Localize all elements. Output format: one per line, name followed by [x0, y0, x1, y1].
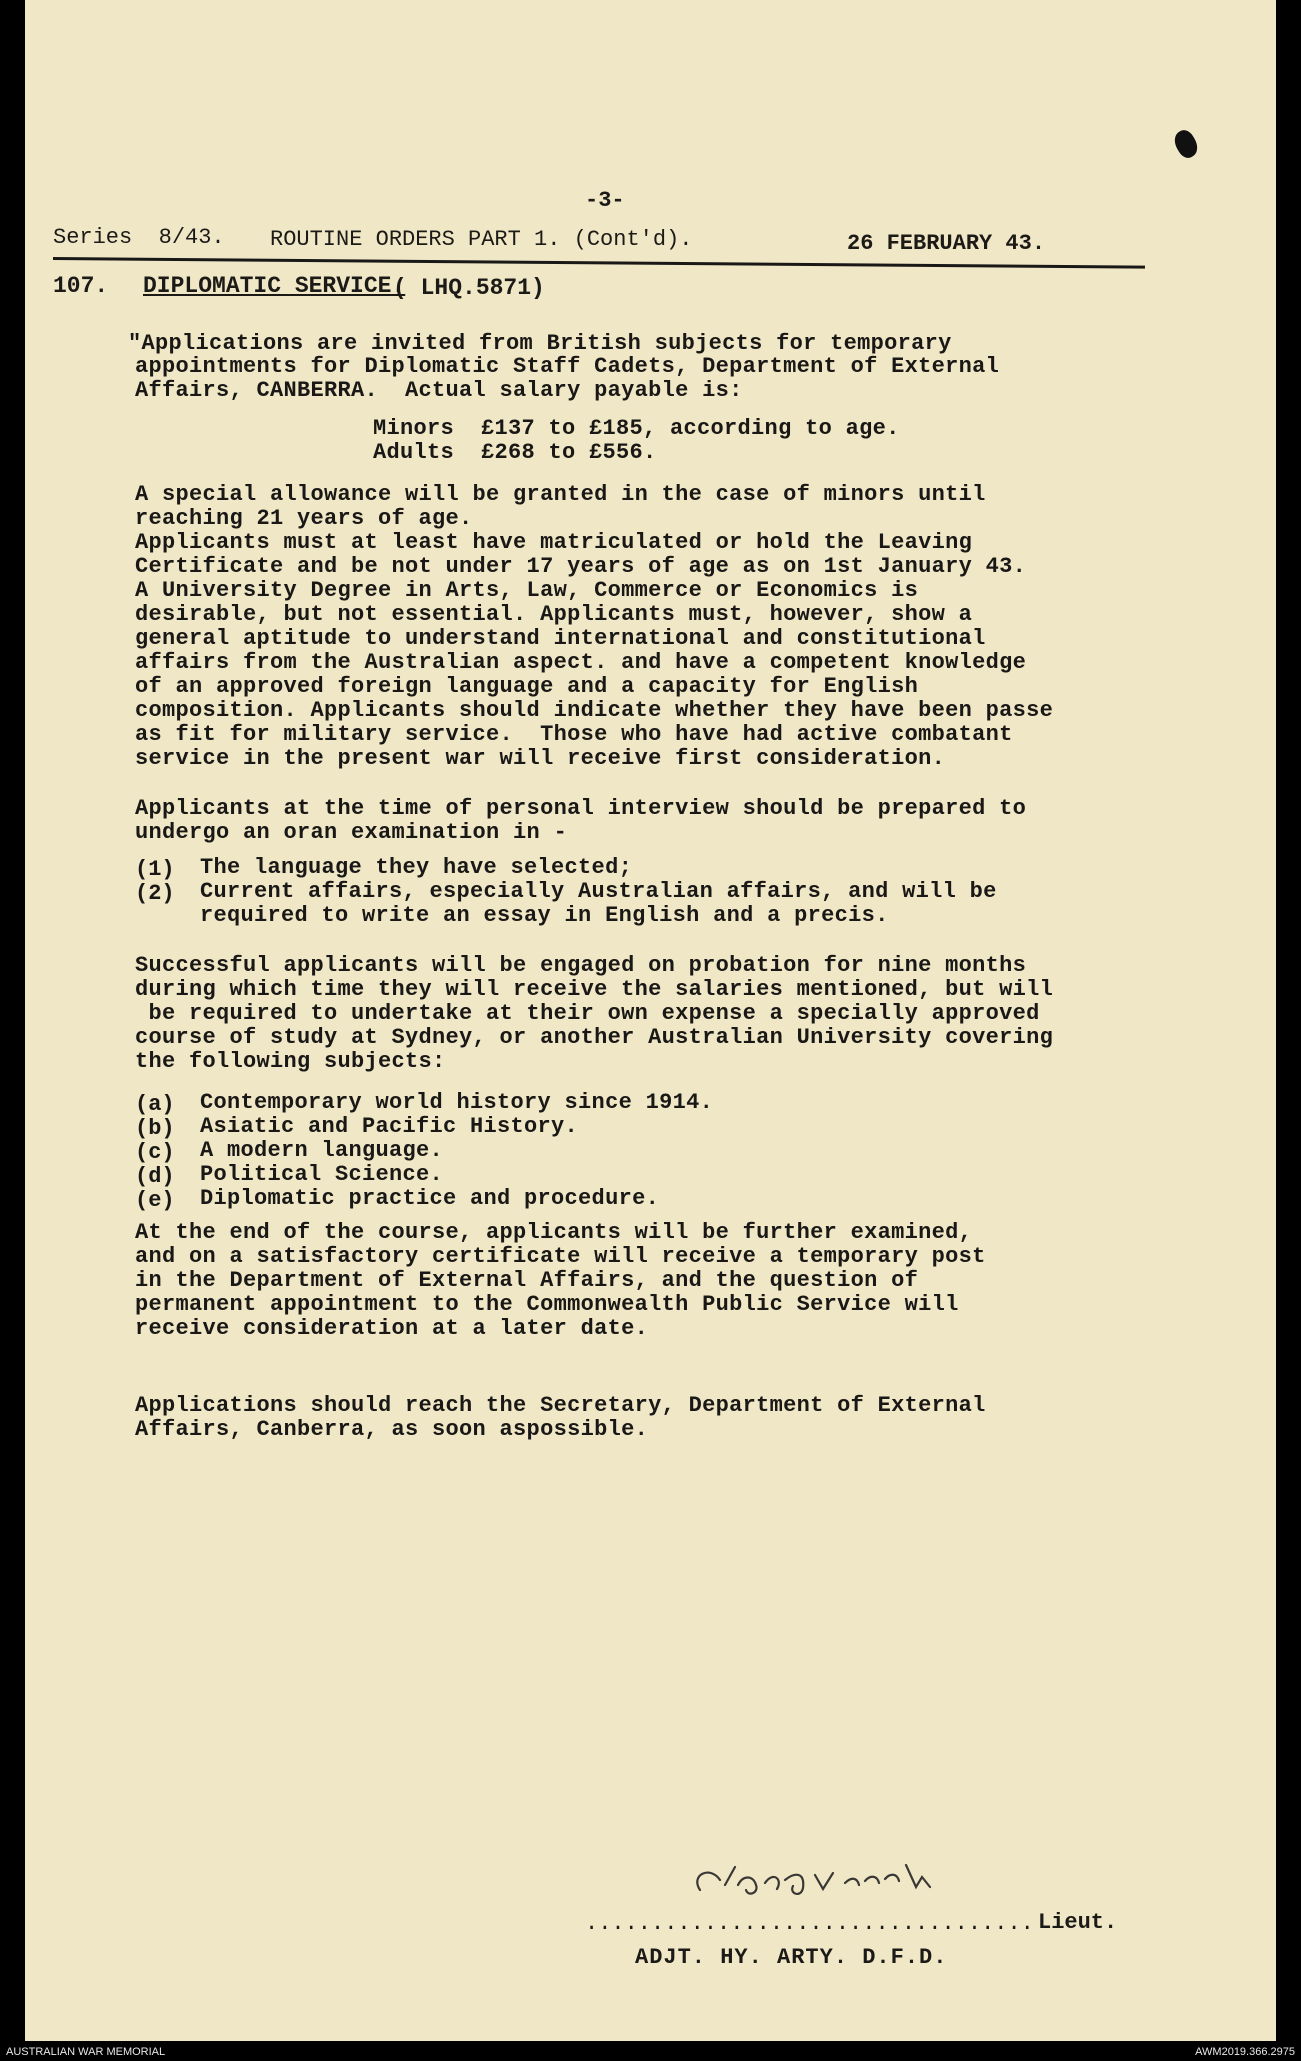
page-number: -3-: [585, 188, 625, 213]
body-line: Successful applicants will be engaged on probation for nine months: [135, 953, 1027, 978]
footer-institution: AUSTRALIAN WAR MEMORIAL: [6, 2046, 166, 2058]
list-marker: (c): [135, 1140, 175, 1165]
item-heading: DIPLOMATIC SERVICE.: [143, 273, 406, 299]
signatory-rank: Lieut.: [1038, 1910, 1118, 1935]
list-marker: (d): [135, 1164, 175, 1189]
handwritten-signature: [680, 1845, 980, 1915]
body-line: Applicants at the time of personal interview should be prepared to: [135, 796, 1027, 821]
body-line: of an approved foreign language and a capacity for English: [135, 674, 919, 699]
body-line: Applicants must at least have matriculated or hold the Leaving: [135, 530, 973, 555]
header-rule: [53, 257, 1145, 269]
body-line: the following subjects:: [135, 1049, 446, 1074]
body-line: Certificate and be not under 17 years of age as on 1st January 43.: [135, 554, 1027, 579]
item-reference: ( LHQ.5871): [393, 275, 545, 301]
body-line: desirable, but not essential. Applicants must, however, show a: [135, 602, 973, 627]
body-line: Affairs, Canberra, as soon aspossible.: [135, 1417, 649, 1442]
body-line: as fit for military service. Those who have had active combatant: [135, 722, 1013, 747]
body-line: service in the present war will receive first consideration.: [135, 746, 946, 771]
body-line: "Applications are invited from British subjects for temporary: [128, 331, 952, 356]
body-line: reaching 21 years of age.: [135, 506, 473, 531]
order-date: 26 FEBRUARY 43.: [847, 231, 1046, 256]
body-line: affairs from the Australian aspect. and have a competent knowledge: [135, 650, 1027, 675]
body-line: A University Degree in Arts, Law, Commerce or Economics is: [135, 578, 919, 603]
document-page: [25, 0, 1276, 2041]
signature-line: ..................................: [585, 1911, 1034, 1936]
list-marker: (2): [135, 881, 175, 906]
subject-item: Political Science.: [200, 1162, 444, 1187]
list-marker: (b): [135, 1116, 175, 1141]
salary-line: Adults £268 to £556.: [373, 440, 657, 465]
salary-line: Minors £137 to £185, according to age.: [373, 416, 900, 441]
body-line: Applications should reach the Secretary, Department of External: [135, 1393, 986, 1418]
body-line: general aptitude to understand international and constitutional: [135, 626, 986, 651]
body-line: be required to undertake at their own expense a specially approved: [135, 1001, 1040, 1026]
list-marker: (e): [135, 1188, 175, 1213]
list-item: Current affairs, especially Australian affairs, and will be: [200, 879, 997, 904]
list-item: required to write an essay in English and a precis.: [200, 903, 889, 928]
body-line: receive consideration at a later date.: [135, 1316, 649, 1341]
body-line: A special allowance will be granted in the case of minors until: [135, 482, 986, 507]
body-line: appointments for Diplomatic Staff Cadets, Department of External: [135, 354, 1000, 379]
list-marker: (1): [135, 857, 175, 882]
body-line: composition. Applicants should indicate whether they have been passe: [135, 698, 1054, 723]
subject-item: Diplomatic practice and procedure.: [200, 1186, 660, 1211]
series-number: Series 8/43.: [53, 225, 225, 250]
body-line: undergo an oran examination in -: [135, 820, 568, 845]
body-line: during which time they will receive the salaries mentioned, but will: [135, 977, 1054, 1002]
list-marker: (a): [135, 1092, 175, 1117]
body-line: At the end of the course, applicants will be further examined,: [135, 1220, 973, 1245]
subject-item: Asiatic and Pacific History.: [200, 1114, 579, 1139]
body-line: in the Department of External Affairs, and the question of: [135, 1268, 919, 1293]
subject-item: Contemporary world history since 1914.: [200, 1090, 714, 1115]
body-line: permanent appointment to the Commonwealth Public Service will: [135, 1292, 959, 1317]
body-line: and on a satisfactory certificate will receive a temporary post: [135, 1244, 986, 1269]
signatory-title: ADJT. HY. ARTY. D.F.D.: [635, 1945, 948, 1970]
body-line: Affairs, CANBERRA. Actual salary payable is:: [135, 378, 743, 403]
routine-orders-title: ROUTINE ORDERS PART 1. (Cont'd).: [270, 227, 693, 252]
body-line: course of study at Sydney, or another Australian University covering: [135, 1025, 1054, 1050]
subject-item: A modern language.: [200, 1138, 444, 1163]
item-number: 107.: [53, 273, 109, 299]
list-item: The language they have selected;: [200, 855, 633, 880]
ink-spot: [1170, 127, 1201, 161]
footer-accession-number: AWM2019.366.2975: [1195, 2046, 1295, 2058]
